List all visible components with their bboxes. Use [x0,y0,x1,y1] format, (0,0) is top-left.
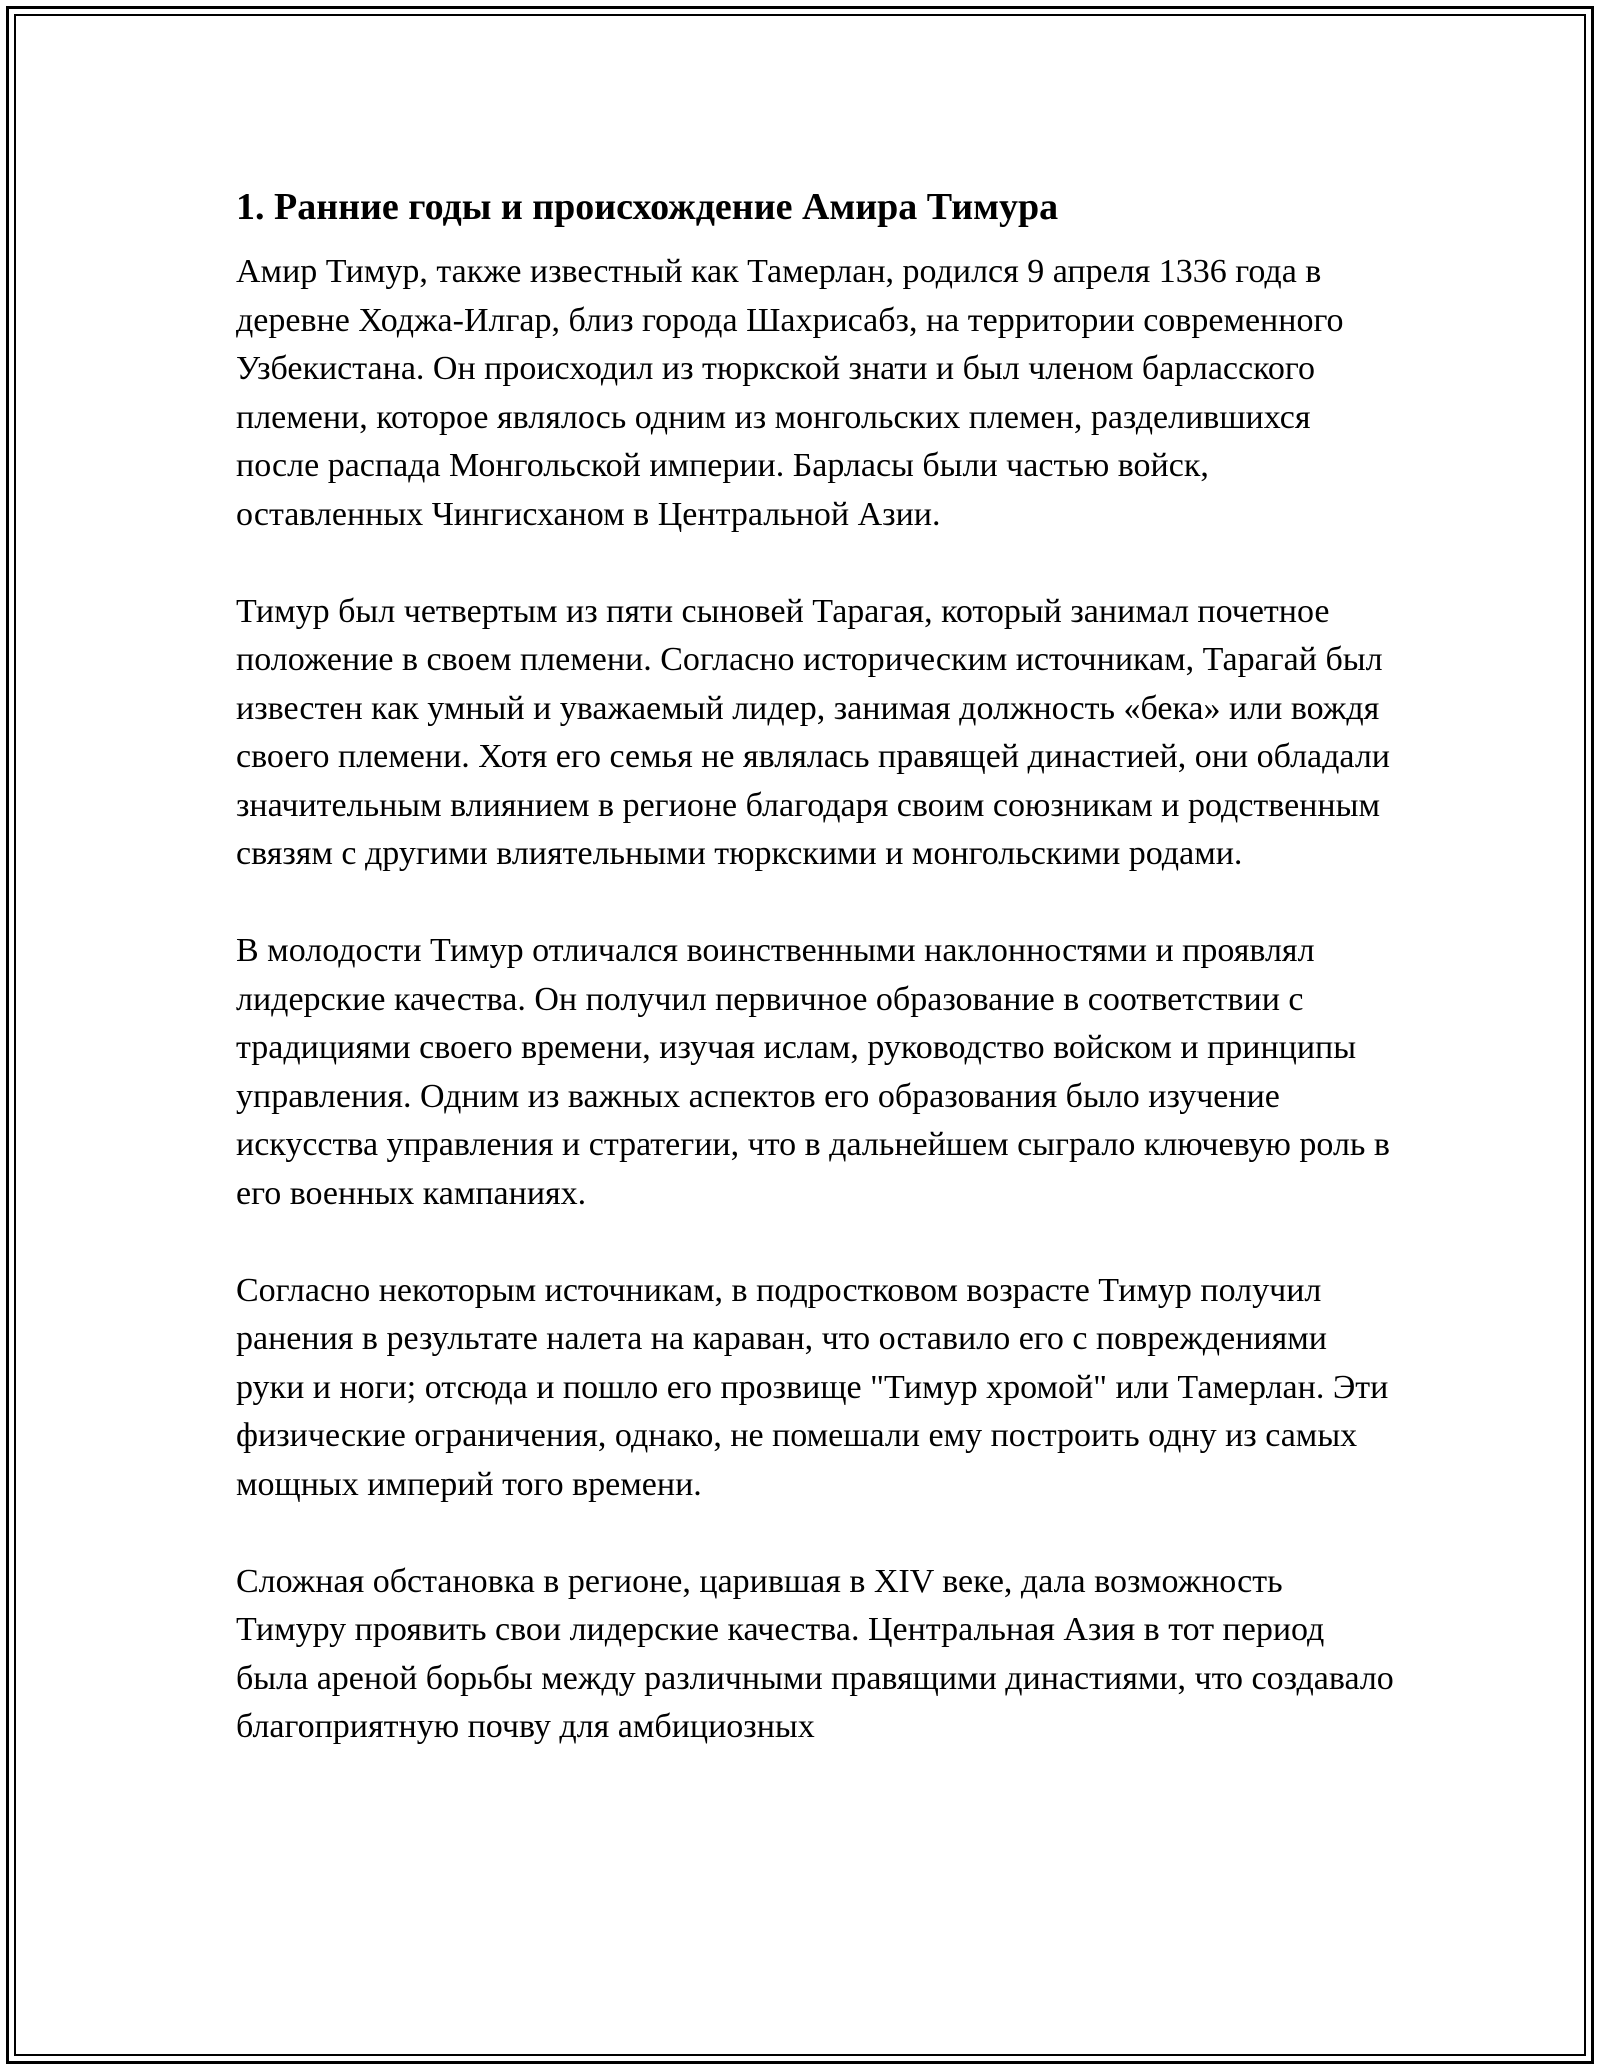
paragraph-birth-origin: Амир Тимур, также известный как Тамерлан, родился 9 апреля 1336 года в деревне Ходжа-Илгар, близ города Шахрисабз, на территории современного Узбекистана. Он происходил из тюркской знати и был членом барласского племени, которое являлось одним из монгольских племен, разделившихся после распада Монгольской империи. Барласы были частью войск, оставленных Чингисханом в Центральной Азии. [236,253,1344,533]
paragraph-injury: Согласно некоторым источникам, в подростковом возрасте Тимур получил ранения в результате налета на караван, что оставило его с повреждениями руки и ноги; отсюда и пошло его прозвище "Тимур хромой" или Тамерлан. Эти физические ограничения, однако, не помешали ему построить одну из самых мощных империй того времени. [236,1271,1389,1503]
paragraph-education: В молодости Тимур отличался воинственными наклонностями и проявлял лидерские качества. Он получил первичное образование в соответствии с традициями своего времени, изучая ислам, руководство войском и принципы управления. Одним из важных аспектов его образования было изучение искусства управления и стратегии, что в дальнейшем сыграло ключевую роль в его военных кампаниях. [236,932,1390,1212]
document-body [236,183,1396,1800]
paragraph-region-situation: Сложная обстановка в регионе, царившая в XIV веке, дала возможность Тимуру проявить свои лидерские качества. Центральная Азия в тот период была ареной борьбы между различными правящими династиями, что создавало благоприятную почву для амбициозных [236,1562,1394,1745]
section-heading: 1. Ранние годы и происхождение Амира Тимура [236,186,1059,228]
paragraph-family: Тимур был четвертым из пяти сыновей Тарагая, который занимал почетное положение в своем племени. Согласно историческим источникам, Тарагай был известен как умный и уважаемый лидер, занимая должность «бека» или вождя своего племени. Хотя его семья не являлась правящей династией, они обладали значительным влиянием в регионе благодаря своим союзникам и родственным связям с другими влиятельными тюркскими и монгольскими родами. [236,592,1390,872]
